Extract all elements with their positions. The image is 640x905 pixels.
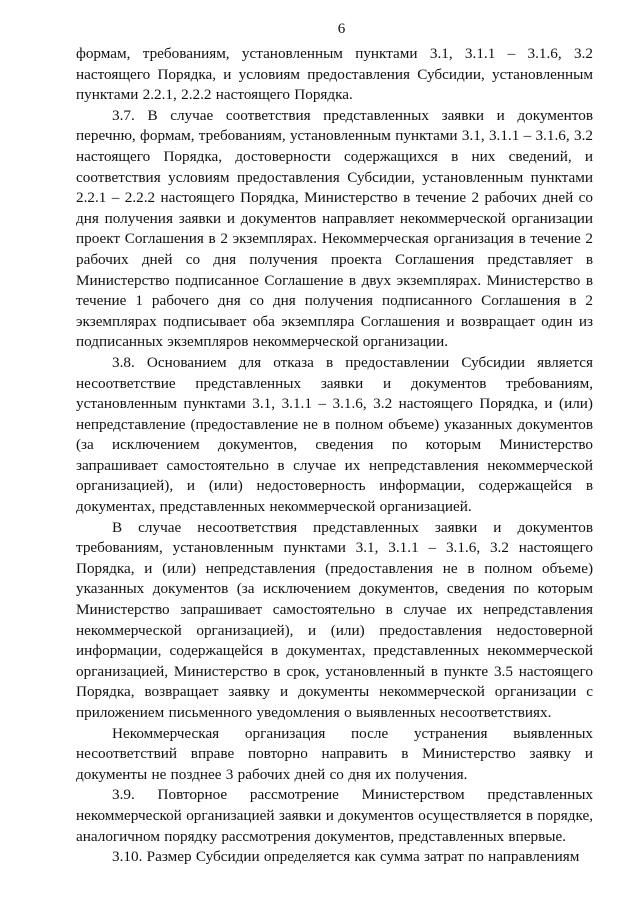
document-body (76, 44, 593, 868)
paragraph: формам, требованиям, установленным пунктами 3.1, 3.1.1 – 3.1.6, 3.2 настоящего Порядка, и условиям предоставления Субсидии, установленным пунктами 2.2.1, 2.2.2 настоящего Порядка. (76, 45, 593, 104)
paragraph: Некоммерческая организация после устранения выявленных несоответствий вправе повторно направить в Министерство заявку и документы не позднее 3 рабочих дней со дня их получения. (76, 724, 593, 783)
paragraph: 3.7. В случае соответствия представленных заявки и документов перечню, формам, требованиям, установленным пунктами 3.1, 3.1.1 – 3.1.6, 3.2 настоящего Порядка, достоверности содержащихся в них сведений, и соответствия условиям предоставления Субсидии, установленным пунктами 2.2.1 – 2.2.2 настоящего Порядка, Министерство в течение 2 рабочих дней со дня получения заявки и документов направляет некоммерческой организации проект Соглашения в 2 экземплярах. Некоммерческая организация в течение 2 рабочих дней со дня получения проекта Соглашения представляет в Министерство подписанное Соглашение в двух экземплярах. Министерство в течение 1 рабочего дня со дня получения подписанного Соглашения в 2 экземплярах подписывает оба экземпляра Соглашения и возвращает один из подписанных экземпляров некоммерческой организации. (76, 106, 593, 351)
page-number: 6 (337, 21, 346, 37)
paragraph: 3.9. Повторное рассмотрение Министерством представленных некоммерческой организацией заявки и документов осуществляется в порядке, аналогичном порядку рассмотрения документов, представленных впервые. (76, 786, 593, 845)
paragraph: 3.8. Основанием для отказа в предоставлении Субсидии является несоответствие представленных заявки и документов требованиям, установленным пунктами 3.1, 3.1.1 – 3.1.6, 3.2 настоящего Порядка, и (или) непредставление (предоставление не в полном объеме) указанных документов (за исключением документов, сведения по которым Министерство запрашивает самостоятельно в случае их непредставления некоммерческой организацией), и (или) недостоверность информации, содержащейся в документах, представленных некоммерческой организацией. (76, 353, 593, 516)
paragraph: 3.10. Размер Субсидии определяется как сумма затрат по направлениям (112, 848, 580, 866)
paragraph: В случае несоответствия представленных заявки и документов требованиям, установленным пунктами 3.1, 3.1.1 – 3.1.6, 3.2 настоящего Порядка, и (или) непредставления (предоставления не в полном объеме) указанных документов (за исключением документов, сведения по которым Министерство запрашивает самостоятельно в случае их непредставления некоммерческой организацией), и (или) предоставления недостоверной информации, содержащейся в документах, представленных некоммерческой организацией, Министерство в срок, установленный в пункте 3.5 настоящего Порядка, возвращает заявку и документы некоммерческой организации с приложением письменного уведомления о выявленных несоответствиях. (76, 518, 593, 721)
